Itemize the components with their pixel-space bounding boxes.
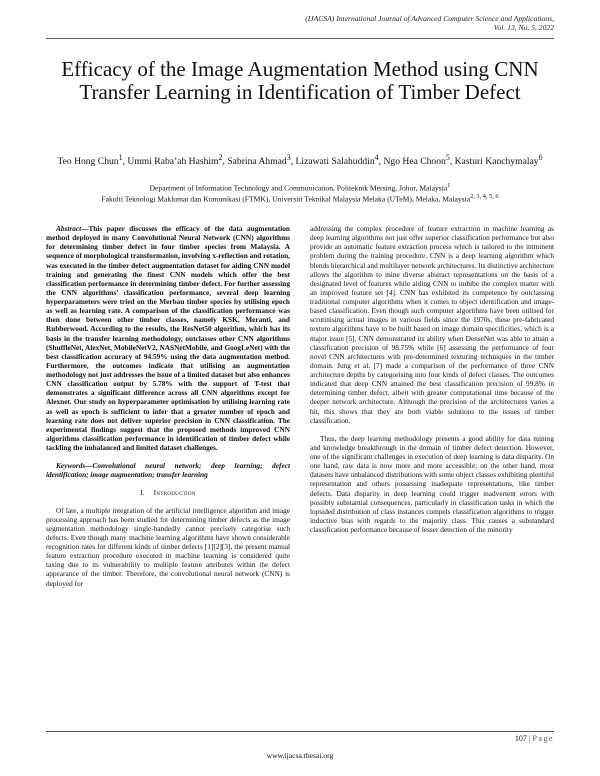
abstract-body: —This paper discusses the efficacy of the data augmentation method deployed in many Convolutional Neural Network (CNN) algorithms for determining timber defect in four timber species from Malaysia. A sequence of morphological transformation, involving x-reflection and rotation, was executed in the timber defect augmentation dataset for aiding CNN model training and generating the finest CNN models which offer the best classification performance in determining timber defect. For further assessing the CNN algorithms’ classification performance, several deep learning hyperparameters were tried on the Merbau timber species by utilising epoch as well as learning rate. A comparison of the classification performance was then done between other timber classes, namely KSK, Meranti, and Rubberwood. According to the results, the ResNet50 algorithm, which has its basis in the transfer learning methodology, outclasses other CNN algorithms (ShuffleNet, AlexNet, MobileNetV2, NASNetMobile, and GoogLeNet) with the best classification accuracy of 94.59% using the data augmentation method. Furthermore, the outcomes indicate that utilising an augmentation methodology not just addresses the issue of a limited dataset but also enhances CNN classification output by 5.78% with the support of T-test that demonstrates a significant difference across all CNN algorithms except for Alexnet. Our study on hyperparameter optimisation by utilising learning rate as well as epoch is sufficient to infer that a greater number of epoch and learning rate does not deliver superior precision in CNN classification. The experimental findings suggest that the proposed methods improved CNN algorithms classification performance in identification of timber defect while tackling the imbalanced and limited dataset challenges.	[46, 224, 290, 452]
author-list: Teo Hong Chun$^1$, Ummi Raba’ah Hashim$^2$, Sabrina Ahmad$^3$, Lizawati Salahuddin$^4$, Ngo Hea Choon$^5$, Kasturi Kanchymalay$^6$	[57, 153, 543, 168]
abstract-lead: Abstract	[56, 224, 82, 233]
abstract	[46, 224, 290, 452]
section-heading-introduction	[46, 488, 290, 497]
paper-title: Efficacy of the Image Augmentation Method using CNN Transfer Learning in Identification of Timber Defect	[61, 57, 539, 104]
author-superscript: 4	[374, 153, 379, 162]
right-column	[310, 224, 554, 534]
section-number: I.	[140, 488, 146, 498]
affiliation-text: Department of Information Technology and Communication, Politeknik Mersing, Johor, Malaysia	[149, 183, 448, 193]
author-name: Ngo Hea Choon	[383, 156, 446, 168]
body-paragraph: Thus, the deep learning methodology presents a good ability for data mining and knowledge breakthrough in the domain of timber defect detection. However, one of the significant challenges in execution of deep learning is data disparity. On one hand, raw data is now more and more accessible; on the other hand, most datasets have unbalanced distributions with some object classes exhibiting plentiful representation and others possessing inadequate representations, like timber defects. Data disparity in deep learning could trigger inadvertent errors with possibly substantial consequences, particularly in classification tasks in which the lopsided distribution of class instances compels classification algorithms to trigger inductive bias with regards to the majority class. This causes a substandard classification performance because of lesser detection of the minority	[310, 433, 554, 534]
header-divider	[46, 38, 554, 39]
author-superscript: 6	[538, 153, 543, 162]
journal-header	[194, 14, 554, 32]
author-name: Kasturi Kanchymalay	[454, 156, 539, 168]
section-title: Introduction	[153, 488, 196, 498]
affiliation-text: Fakulti Teknologi Maklumat dan Komunikasi (FTMK), Universiti Teknikal Malaysia Melaka (UTeM), Melaka, Malaysia	[101, 194, 471, 204]
affiliation-superscript: 2, 3, 4, 5, 6	[470, 193, 499, 200]
author-superscript: 5	[445, 153, 450, 162]
journal-name: (IJACSA) International Journal of Advanced Computer Science and Applications,	[305, 14, 554, 23]
page-separator: |	[528, 734, 531, 743]
page-number	[515, 734, 554, 743]
author-name: Ummi Raba’ah Hashim	[127, 156, 219, 168]
author-name: Sabrina Ahmad	[227, 156, 287, 168]
left-column	[46, 224, 290, 588]
paragraph-gap	[310, 425, 554, 434]
affiliation-2	[46, 192, 554, 205]
journal-volume: Vol. 13, No. 5, 2022	[493, 23, 554, 32]
page-label: Page	[532, 734, 554, 743]
intro-paragraph: Of late, a multiple integration of the artificial intelligence algorithm and image processing approach has been studied for determining timber defects as the image segmentation methodology single-handedly cannot precisely categorise such defects. Even though many machine learning algorithms have shown considerable recognition rates for different kinds of timber defects [1][2][3], the present manual feature extraction procedure executed in machine learning is considered quite taxing due to its vulnerability to multiple feature attributes within the defect appearance of the timber. Therefore, the convolutional neural network (CNN) is deployed for	[46, 505, 290, 588]
page-number-value: 107	[514, 734, 527, 743]
author-name: Teo Hong Chun	[57, 156, 119, 168]
affiliation-superscript: 1	[447, 182, 451, 189]
footer-divider	[46, 731, 554, 732]
author-superscript: 1	[118, 153, 123, 162]
keywords: Keywords—Convolutional neural network; deep learning; defect identification; image augmentation; transfer learning	[46, 461, 290, 480]
author-superscript: 3	[286, 153, 291, 162]
body-paragraph: addressing the complex procedure of feature extraction in machine learning as deep learning algorithms not just offer superior classification performance but also provide an automatic feature extraction process which is tailored to the imminent problem during the training procedure. CNN is a deep learning algorithm which blends hierarchical and multilayer network architectures. Its distinctive architecture allows the algorithm to mine diverse abstract representations on the basis of a designated level of features while aiding CNN to imbibe the complex matter with an improved feature set [4]. CNN has exhibited its competence by outclassing traditional computer algorithms when it comes to object identification and image-based classification. Even though such computer algorithms have been utilised for scrutinising actual images in various fields since the 1970s, these pre-fabricated texture algorithms have to be built based on image domain specificities, which is a major issue [5]. CNN demonstrated its ability when DenseNet was able to attain a classification precision of 98.75% while [6] assessing the performance of four novel CNN architectures with pre-determined texturing techniques in the timber domain. Jung et al. [7] made a comparison of the performance of three CNN architecture depths by categorising into four kinds of defect classes. The outcomes indicated that deep CNN attained the best classification precision of 99.8% in determining timber defect, albeit with greater computational time because of the deeper network architecture. Although the precision of the architectures varies a bit, this shows that they are both viable solutions to the issues of timber classification.	[310, 224, 554, 425]
journal-url[interactable]: www.ijacsa.thesai.org	[266, 751, 334, 760]
author-superscript: 2	[218, 153, 223, 162]
author-name: Lizawati Salahuddin	[295, 156, 375, 168]
